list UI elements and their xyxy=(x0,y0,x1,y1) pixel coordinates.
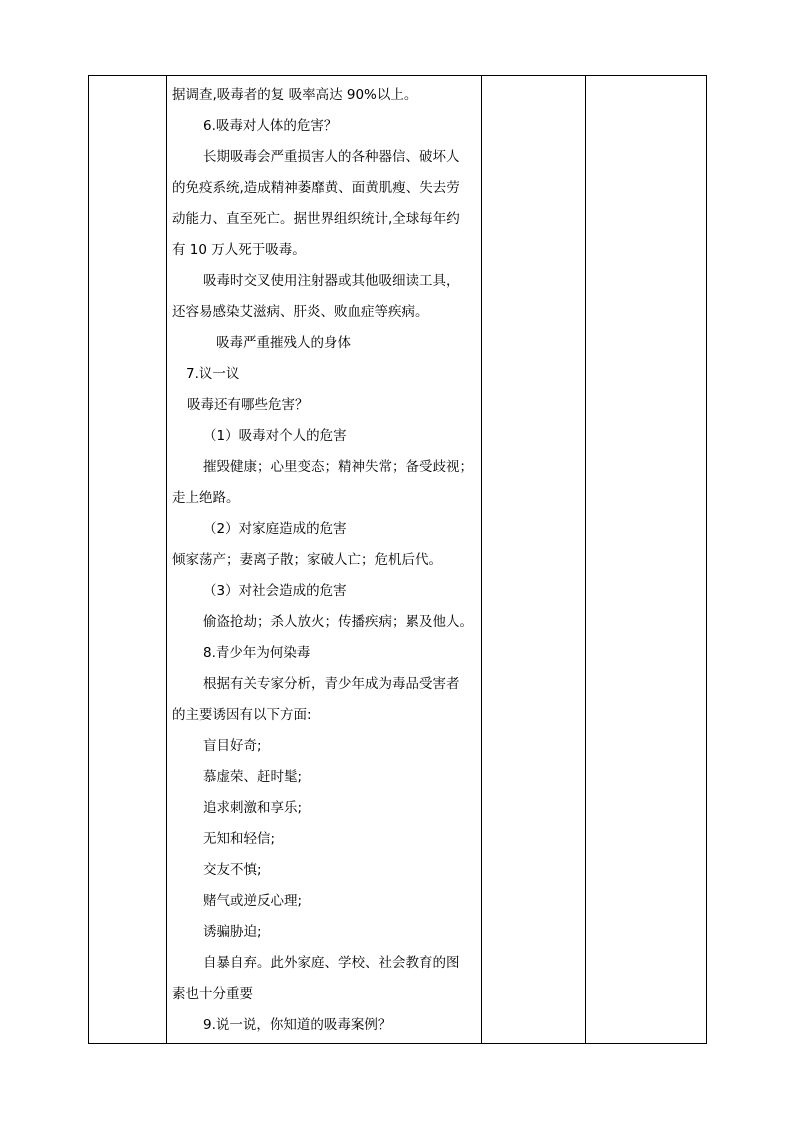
section-heading: 7.议一议 xyxy=(186,366,240,382)
table-row xyxy=(89,76,707,1044)
text-line: 素也十分重要 xyxy=(172,986,253,1002)
text-line: 据调查,吸毒者的复 吸率高达 90%以上。 xyxy=(172,87,418,103)
text-line: 有 10 万人死于吸毒。 xyxy=(172,242,306,258)
text-line: 走上绝路。 xyxy=(172,490,240,506)
text-line: 摧毁健康；心里变态；精神失常；备受歧视； xyxy=(203,459,473,475)
text-line: 吸毒还有哪些危害？ xyxy=(187,397,309,413)
text-line: 还容易感染艾滋病、肝炎、败血症等疾病。 xyxy=(172,304,429,320)
text-line: 吸毒严重摧残人的身体 xyxy=(216,335,351,351)
text-line: 动能力、直至死亡。据世界组织统计,全球每年约 xyxy=(172,211,460,227)
list-item: 无知和轻信; xyxy=(203,831,276,847)
notes-column-cell xyxy=(482,76,586,1044)
text-line: 偷盗抢劫；杀人放火；传播疾病；累及他人。 xyxy=(203,614,473,630)
list-item: 盲目好奇; xyxy=(203,738,262,754)
text-line: 倾家荡产；妻离子散；家破人亡；危机后代。 xyxy=(172,552,442,568)
list-item: 自暴自弃。此外家庭、学校、社会教育的图 xyxy=(203,955,460,971)
left-column-cell xyxy=(89,76,167,1044)
list-item: 赌气或逆反心理; xyxy=(203,893,303,909)
content-cell xyxy=(167,76,482,1044)
text-line: 的免疫系统,造成精神萎靡黄、面黄肌瘦、失去劳 xyxy=(172,180,460,196)
text-line: 的主要诱因有以下方面: xyxy=(172,707,312,723)
subheading: （2）对家庭造成的危害 xyxy=(203,521,347,537)
section-heading: 9.说一说，你知道的吸毒案例？ xyxy=(203,1017,392,1033)
section-heading: 8.青少年为何染毒 xyxy=(203,645,311,661)
list-item: 诱骗胁迫; xyxy=(203,924,262,940)
list-item: 交友不慎; xyxy=(203,862,262,878)
subheading: （1）吸毒对个人的危害 xyxy=(203,428,347,444)
section-heading: 6.吸毒对人体的危害？ xyxy=(203,118,338,134)
lesson-table xyxy=(88,75,707,1044)
text-line: 吸毒时交叉使用注射器或其他吸细读工具， xyxy=(203,273,460,289)
lesson-content xyxy=(167,76,481,1041)
subheading: （3）对社会造成的危害 xyxy=(203,583,347,599)
right-column-cell xyxy=(586,76,707,1044)
text-line: 根据有关专家分析，青少年成为毒品受害者 xyxy=(203,676,460,692)
text-line: 长期吸毒会严重损害人的各种器信、破坏人 xyxy=(203,149,460,165)
list-item: 追求刺激和享乐; xyxy=(203,800,303,816)
list-item: 慕虚荣、赶时髦; xyxy=(203,769,303,785)
